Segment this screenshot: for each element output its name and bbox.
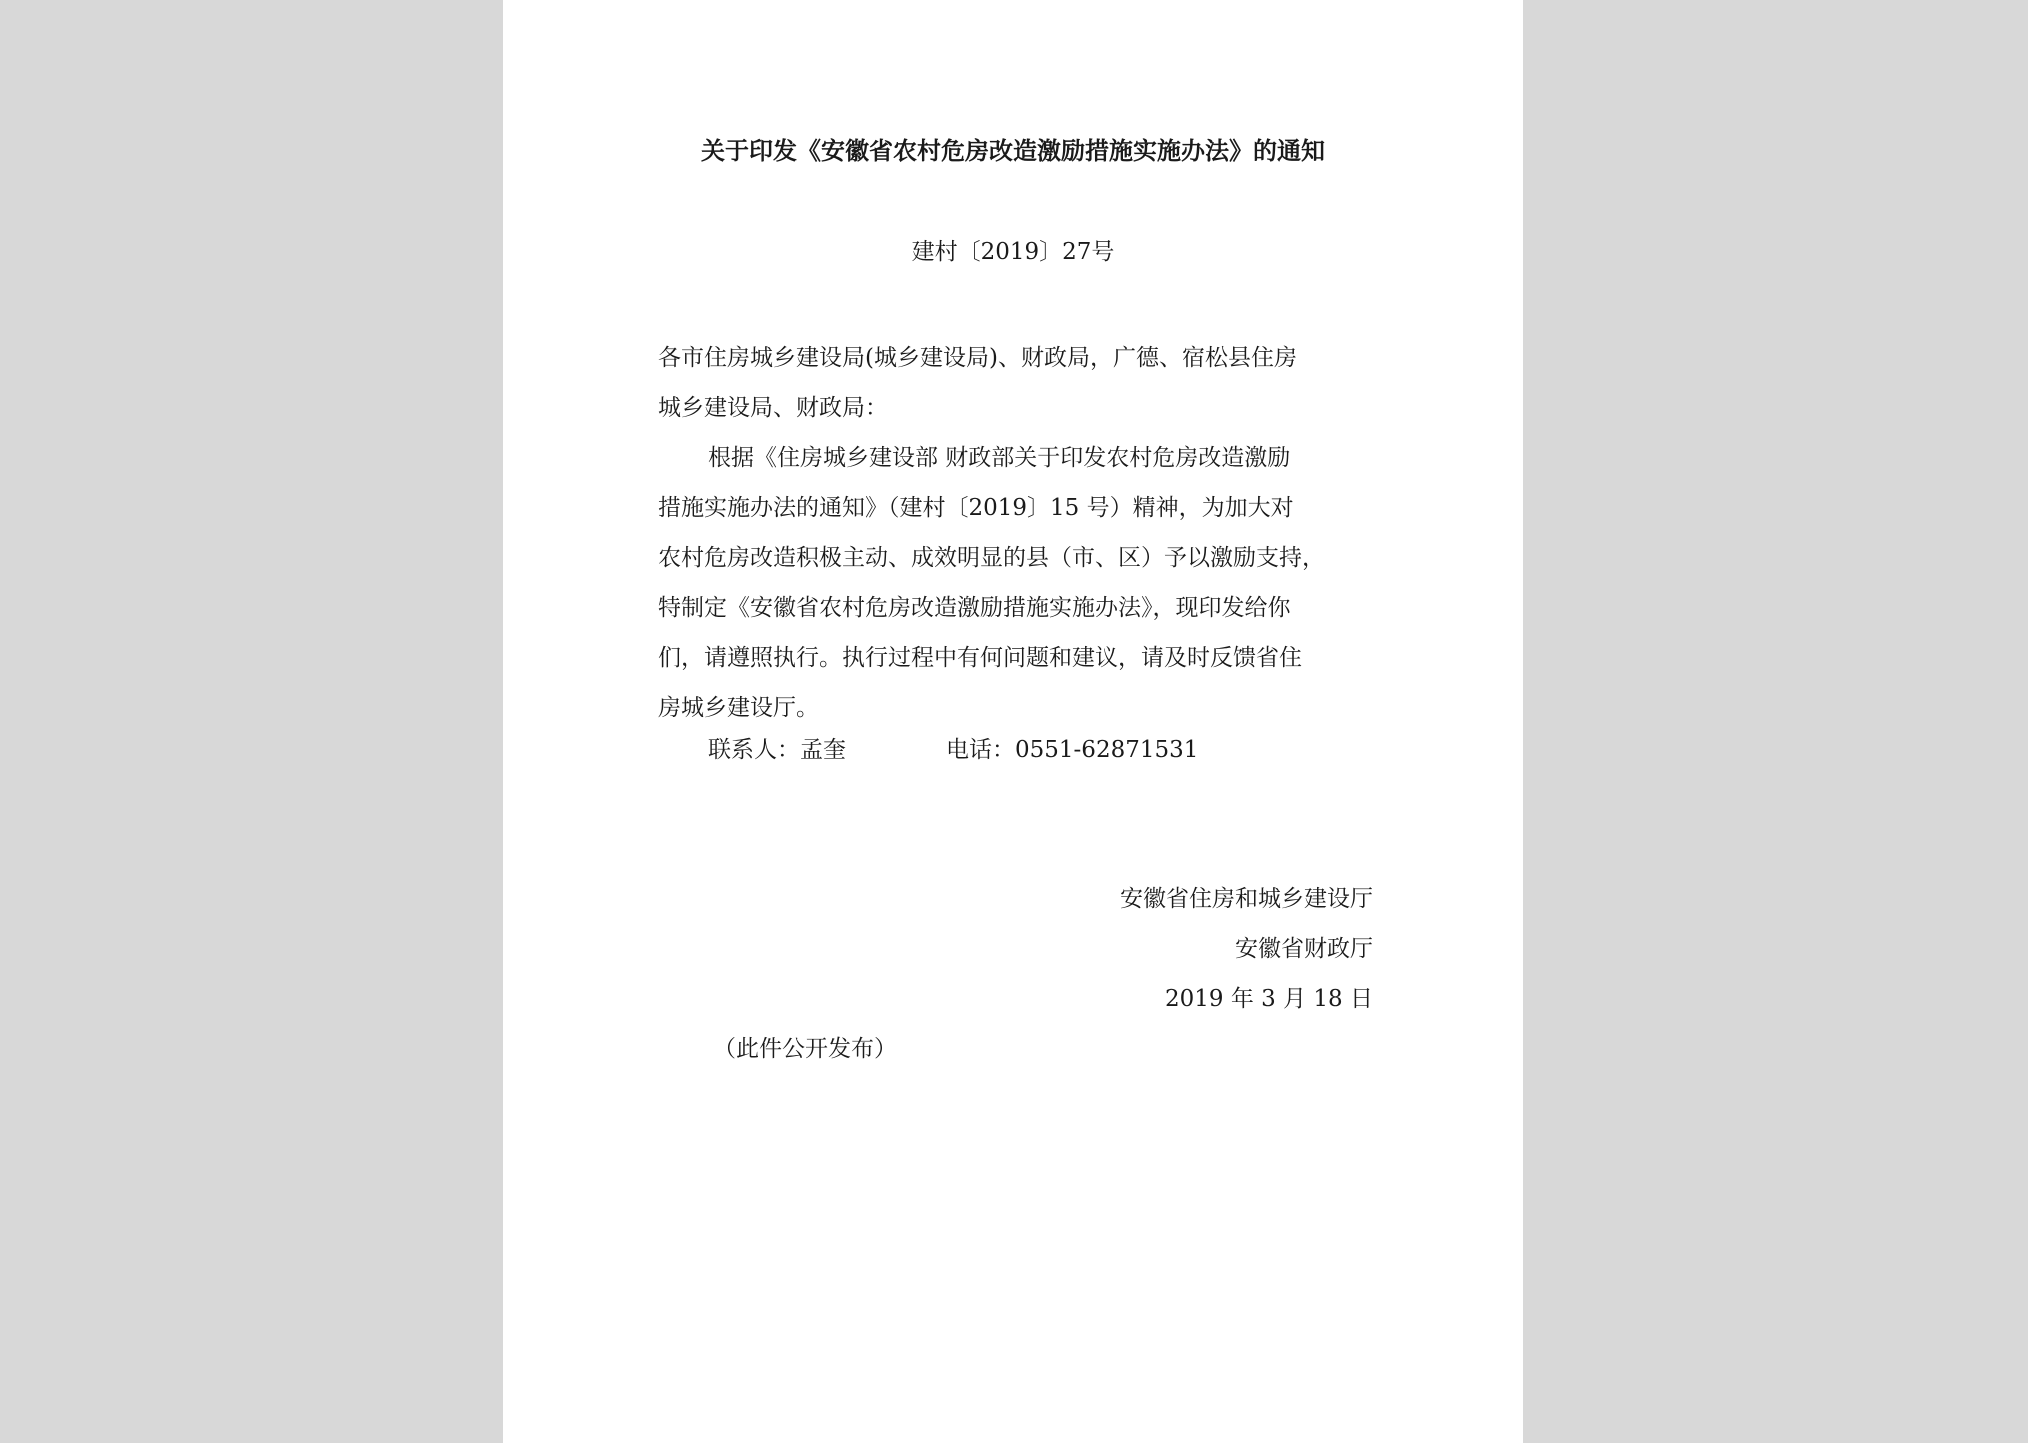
signature-date: 2019 年 3 月 18 日: [1165, 986, 1373, 1012]
body-line: 们，请遵照执行。执行过程中有何问题和建议，请及时反馈省住: [658, 645, 1302, 671]
document-page: [503, 0, 1523, 1443]
disclosure-note: （此件公开发布）: [713, 1036, 897, 1062]
contact-phone: 电话：0551-62871531: [946, 737, 1199, 763]
signature-issuer: 安徽省财政厅: [1235, 936, 1373, 962]
document-title: 关于印发《安徽省农村危房改造激励措施实施办法》的通知: [701, 136, 1325, 165]
contact-info: [708, 733, 1198, 767]
body-line: 根据《住房城乡建设部 财政部关于印发农村危房改造激励: [708, 445, 1291, 471]
body-line: 农村危房改造积极主动、成效明显的县（市、区）予以激励支持，: [658, 545, 1325, 571]
addressee-line: 城乡建设局、财政局：: [658, 395, 888, 421]
body-line: 房城乡建设厅。: [658, 695, 819, 721]
document-body: [658, 333, 1378, 733]
document-number: 建村〔2019〕27号: [911, 239, 1115, 265]
signature-issuer: 安徽省住房和城乡建设厅: [1120, 886, 1373, 912]
addressee-line: 各市住房城乡建设局(城乡建设局)、财政局，广德、宿松县住房: [658, 345, 1297, 371]
contact-person: 联系人：孟奎: [708, 737, 846, 763]
body-line: 措施实施办法的通知》（建村〔2019〕15 号）精神，为加大对: [658, 495, 1294, 521]
body-line: 特制定《安徽省农村危房改造激励措施实施办法》，现印发给你: [658, 595, 1291, 621]
